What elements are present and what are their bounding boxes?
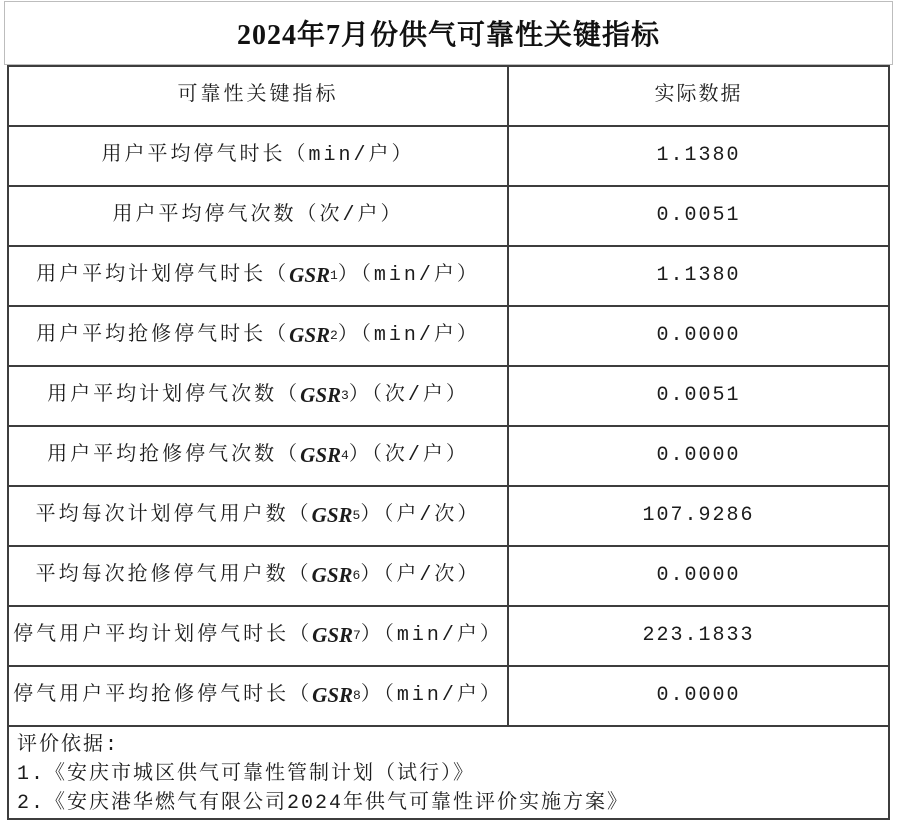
indicator-text: 用户平均计划停气时长（ <box>36 264 290 287</box>
gsr-symbol: GSR <box>289 323 331 348</box>
page-title: 2024年7月份供气可靠性关键指标 <box>236 20 660 51</box>
table-row <box>9 365 888 425</box>
indicator-text: 用户平均抢修停气时长（ <box>36 324 290 347</box>
indicator-text: 平均每次计划停气用户数（ <box>35 504 312 527</box>
indicator-cell: 用户平均抢修停气时长（ GSR 2 ）（min/户） <box>9 307 509 365</box>
indicator-cell <box>9 127 509 185</box>
value-cell: 0.0000 <box>656 444 741 467</box>
indicator-cell: 平均每次抢修停气用户数（ GSR 6 ）（户/次） <box>9 547 509 605</box>
indicator-cell <box>9 187 509 245</box>
indicator-text: 平均每次抢修停气用户数（ <box>35 564 312 587</box>
evaluation-basis-item-1: 1.《安庆市城区供气可靠性管制计划（试行）》 <box>17 763 476 786</box>
indicator-text: 停气用户平均抢修停气时长（ <box>13 684 313 707</box>
table-row <box>9 245 888 305</box>
table-row <box>9 485 888 545</box>
value-cell: 0.0051 <box>656 204 741 227</box>
indicator-cell: 用户平均计划停气次数（ GSR 3 ）（次/户） <box>9 367 509 425</box>
indicator-cell: 用户平均计划停气时长（ GSR 1 ）（min/户） <box>9 247 509 305</box>
evaluation-basis-heading: 评价依据: <box>17 734 120 757</box>
gsr-symbol: GSR <box>300 443 342 468</box>
indicator-cell: 停气用户平均抢修停气时长（ GSR 8 ）（min/户） <box>9 667 509 725</box>
indicator-unit: ）（min/户） <box>360 684 503 707</box>
indicator-unit: ）（min/户） <box>337 324 480 347</box>
value-cell: 1.1380 <box>656 144 741 167</box>
indicator-text: 停气用户平均计划停气时长（ <box>13 624 313 647</box>
value-cell: 1.1380 <box>656 264 741 287</box>
reliability-table <box>7 65 890 820</box>
indicator-text: 用户平均停气时长（min/户） <box>101 144 415 167</box>
indicator-unit: ）（次/户） <box>348 444 469 467</box>
evaluation-basis-section <box>9 725 888 818</box>
indicator-unit: ）（min/户） <box>360 624 503 647</box>
table-row <box>9 185 888 245</box>
header-value: 实际数据 <box>654 84 743 107</box>
value-cell: 0.0000 <box>656 324 741 347</box>
header-indicator: 可靠性关键指标 <box>9 67 509 125</box>
gsr-symbol: GSR <box>300 383 342 408</box>
evaluation-basis-item-2: 2.《安庆港华燃气有限公司2024年供气可靠性评价实施方案》 <box>17 792 630 815</box>
gsr-symbol: GSR <box>312 683 354 708</box>
indicator-unit: ）（户/次） <box>360 504 481 527</box>
value-cell: 107.9286 <box>642 504 755 527</box>
gsr-symbol: GSR <box>311 503 353 528</box>
value-cell: 0.0000 <box>656 684 741 707</box>
value-cell: 0.0051 <box>656 384 741 407</box>
indicator-cell: 停气用户平均计划停气时长（ GSR 7 ）（min/户） <box>9 607 509 665</box>
indicator-unit: ）（户/次） <box>360 564 481 587</box>
title-box <box>4 1 893 65</box>
gsr-symbol: GSR <box>312 623 354 648</box>
value-cell: 223.1833 <box>642 624 755 647</box>
indicator-text: 用户平均计划停气次数（ <box>47 384 301 407</box>
indicator-unit: ）（次/户） <box>348 384 469 407</box>
table-row <box>9 665 888 725</box>
table-header-row <box>9 67 888 125</box>
indicator-cell: 用户平均抢修停气次数（ GSR 4 ）（次/户） <box>9 427 509 485</box>
table-row <box>9 125 888 185</box>
indicator-text: 用户平均抢修停气次数（ <box>47 444 301 467</box>
indicator-cell: 平均每次计划停气用户数（ GSR 5 ）（户/次） <box>9 487 509 545</box>
gsr-symbol: GSR <box>311 563 353 588</box>
indicator-unit: ）（min/户） <box>337 264 480 287</box>
value-cell: 0.0000 <box>656 564 741 587</box>
table-row <box>9 605 888 665</box>
indicator-text: 用户平均停气次数（次/户） <box>112 204 404 227</box>
table-row <box>9 545 888 605</box>
table-row <box>9 305 888 365</box>
table-row <box>9 425 888 485</box>
gsr-symbol: GSR <box>289 263 331 288</box>
